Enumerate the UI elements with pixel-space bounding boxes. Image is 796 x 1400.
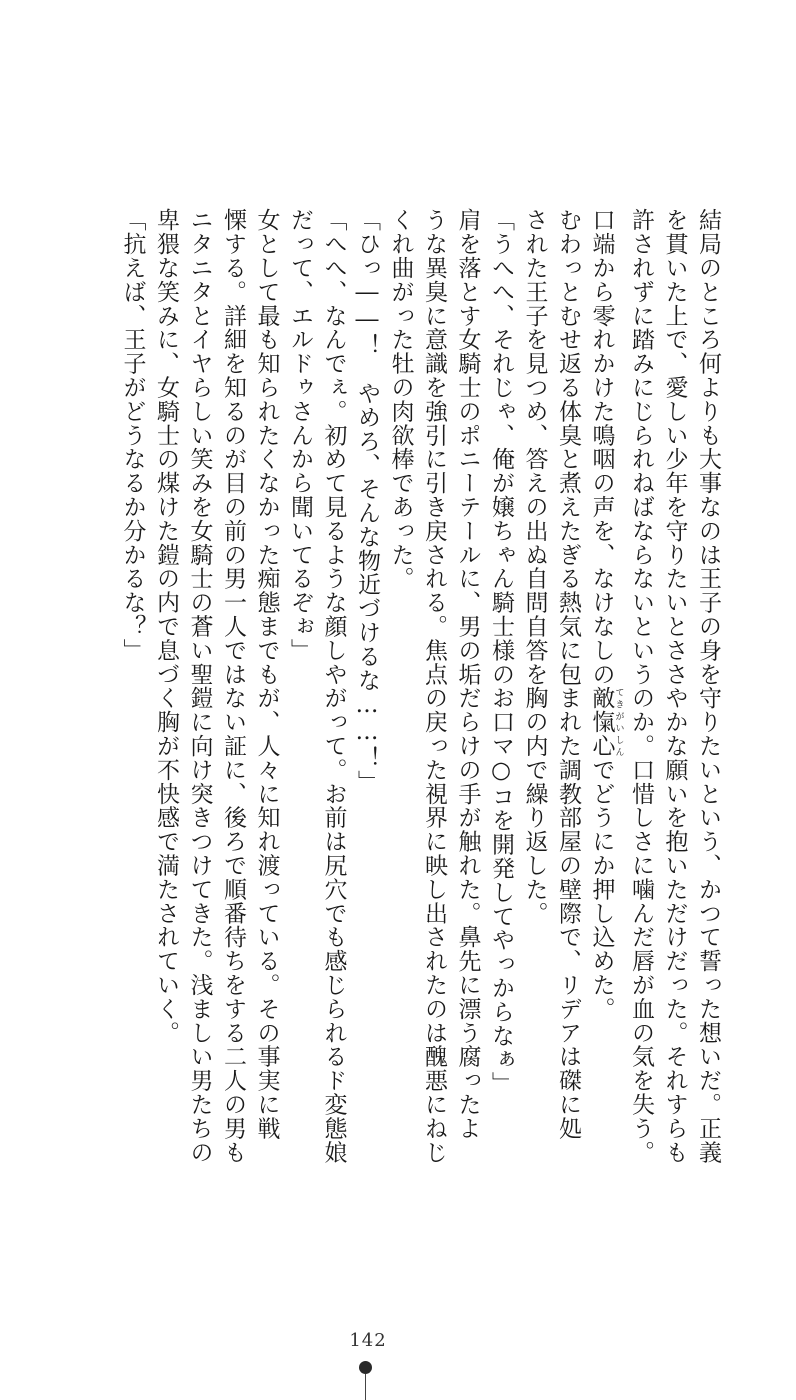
text-line: 卑猥な笑みに、女騎士の煤けた鎧の内で息づく胸が不快感で満たされていく。 (153, 208, 179, 1045)
ruby-base: 敵愾心 (588, 686, 615, 758)
page-number: 142 (349, 1330, 387, 1351)
text-line: だって、エルドゥさんから聞いてるぞぉ」 (287, 208, 313, 663)
text-line: 慄する。詳細を知るのが目の前の男一人ではない証に、後ろで順番待ちをする二人の男も (220, 208, 246, 1164)
text-line: 「抗えば、王子がどうなるか分かるな？」 (119, 208, 146, 663)
text-line: くれ曲がった牡の肉欲棒であった。 (387, 208, 414, 591)
text-line: 「ひっ――！ やめろ、そんな物近づけるな……！」 (354, 208, 380, 794)
vertical-text-body (115, 208, 724, 1218)
text-line-tail: でどうにか押し込めた。 (588, 757, 615, 1021)
text-line: 肩を落とす女騎士のポニーテールに、男の垢だらけの手が触れた。鼻先に漂う腐ったよ (454, 208, 481, 1141)
text-line: 女として最も知られたくなかった痴態までもが、人々に知れ渡っている。その事実に戦 (253, 208, 280, 1141)
text-line: 「へへ、なんでぇ。初めて見るような顔しやがって。お前は尻穴でも感じられるド変態娘 (320, 208, 347, 1164)
ruby-reading: てきがいしん (613, 686, 624, 758)
page-marker-dot (359, 1361, 372, 1374)
text-line: 「うへへ、それじゃ、俺が嬢ちゃん騎士様のお口マ○コを開発してやっからなぁ」 (488, 208, 514, 1096)
text-line: を貫いた上で、愛しい少年を守りたいとささやかな願いを抱いただけだった。それすらも (661, 208, 688, 1164)
text-line: むわっとむせ返る体臭と煮えたぎる熱気に包まれた調教部屋の壁際で、リデアは磔に処 (555, 208, 581, 1141)
text-line: された王子を見つめ、答えの出ぬ自問自答を胸の内で繰り返した。 (521, 208, 548, 925)
text-line: 結局のところ何よりも大事なのは王子の身を守りたいという、かつて誓った想いだ。正義 (695, 208, 721, 1164)
text-line: うな異臭に意識を強引に引き戻される。焦点の戻った視界に映し出されたのは醜悪にねじ (421, 208, 447, 1164)
text-line: 許されずに踏みにじられねばならないというのか。口惜しさに噛んだ唇が血の気を失う。 (628, 208, 654, 1164)
text-line-head: 口端から零れかけた鳴咽の声を、なけなしの (588, 208, 615, 686)
page-marker-line (365, 1374, 366, 1400)
text-line (586, 208, 624, 1218)
text-line: ニタニタとイヤらしい笑みを女騎士の蒼い聖鎧に向け突きつけてきた。浅ましい男たちの (186, 208, 213, 1164)
ruby-word (588, 686, 624, 758)
